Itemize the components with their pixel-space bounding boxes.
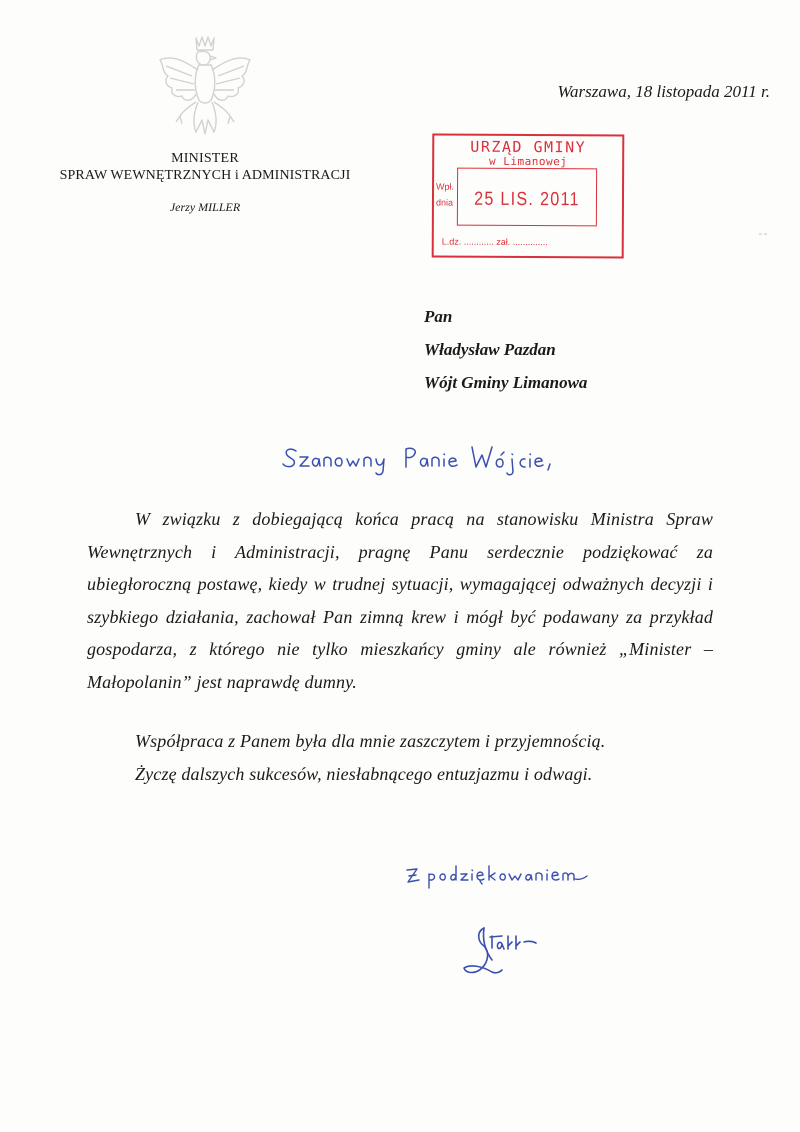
stamp-label-wpl: Wpł. (436, 181, 455, 192)
stamp-place: w Limanowej (488, 154, 568, 169)
handwritten-signature (462, 922, 542, 980)
addressee-position: Wójt Gminy Limanowa (424, 373, 588, 392)
scan-artifact (758, 232, 768, 236)
letterhead (30, 150, 380, 215)
handwritten-closing (405, 858, 590, 894)
stamp-date-box (457, 168, 597, 227)
letterhead-title: MINISTER (171, 151, 239, 166)
letterhead-ministry: SPRAW WEWNĘTRZNYCH i ADMINISTRACJI (59, 168, 351, 183)
body-paragraph-3: Życzę dalszych sukcesów, niesłabnącego entuzjazmu i odwagi. (135, 764, 593, 784)
handwritten-greeting (282, 437, 562, 477)
stamp-office: URZĄD GMINY (470, 137, 587, 157)
body-paragraph-2: Współpraca z Panem była dla mnie zaszczytem i przyjemnością. (135, 731, 606, 751)
letterhead-name: Jerzy MILLER (169, 200, 241, 214)
stamp-footer: L.dz. ............ zał. .............. (441, 236, 548, 248)
eagle-emblem-icon (152, 32, 258, 140)
addressee-name: Władysław Pazdan (424, 340, 556, 359)
body-paragraph-1: W związku z dobiegającą końca pracą na stanowisku Ministra Spraw Wewnętrznych i Administracji, pragnę Panu serdecznie podziękować za ubiegłoroczną postawę, kiedy w trudnej sytuacji, wymagającej odważnych decyzji i szybkiego działania, zachował Pan zimną krew i mógł być podawany za przykład gospodarza, z którego nie tylko mieszkańcy gminy ale również „Minister – Małopolanin” jest naprawdę dumny. (87, 509, 713, 692)
addressee-salutation: Pan (424, 307, 453, 326)
date-line: Warszawa, 18 listopada 2011 r. (557, 82, 770, 101)
receipt-stamp (432, 133, 625, 258)
stamp-label-dnia: dnia (435, 197, 454, 208)
addressee-block (424, 300, 754, 399)
stamp-date: 25 LIS. 2011 (474, 188, 580, 211)
